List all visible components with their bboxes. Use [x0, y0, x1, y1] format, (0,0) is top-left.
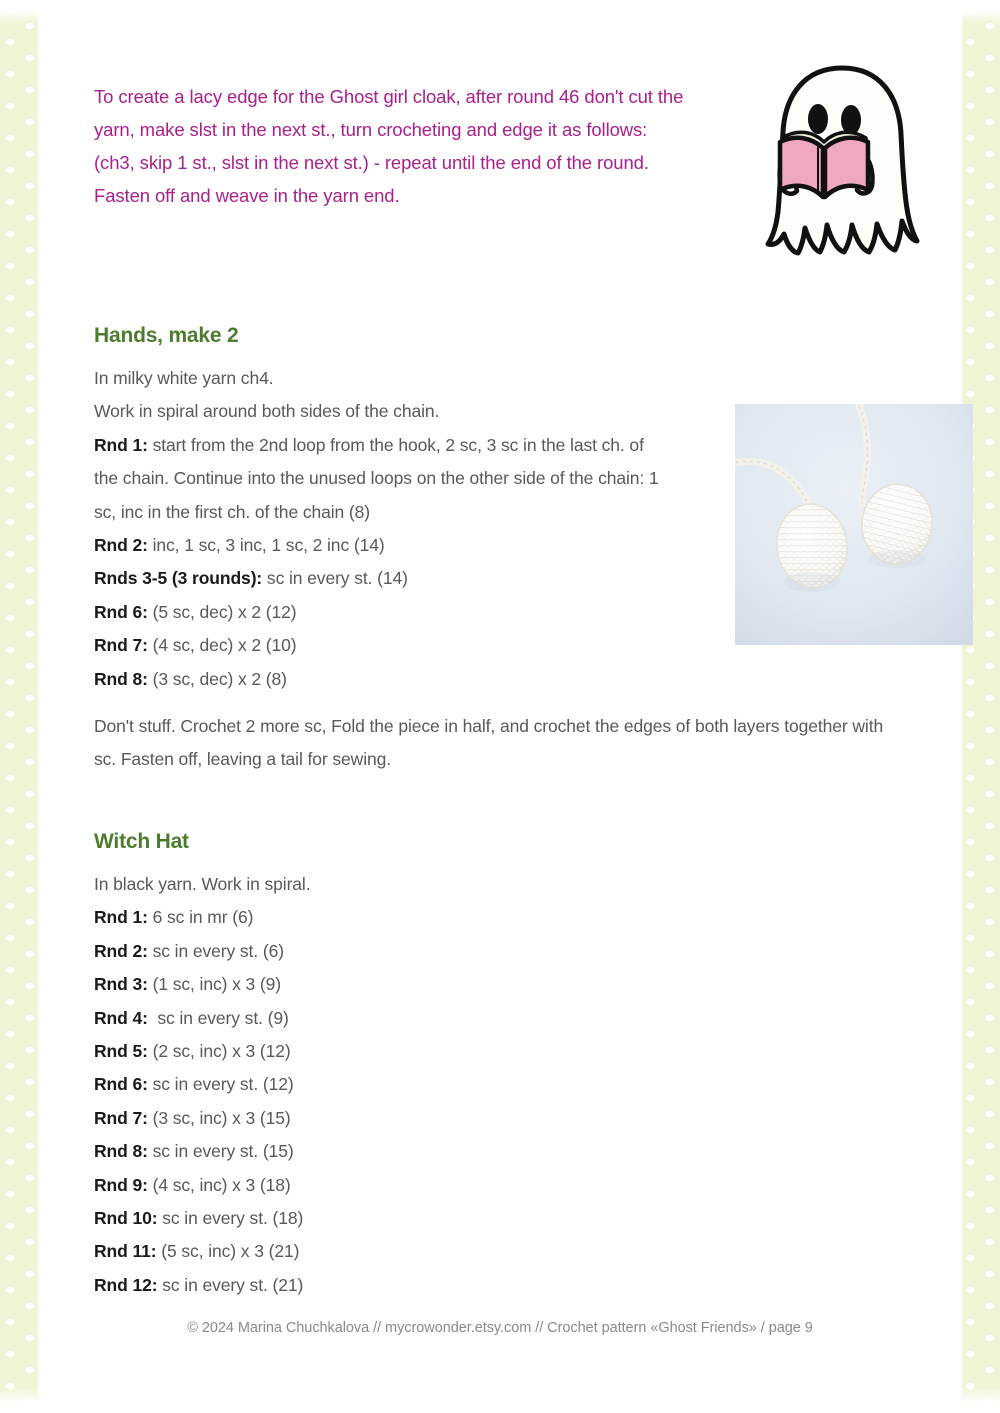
round-text: Work in spiral around both sides of the chain. [94, 401, 440, 422]
list-item [94, 1235, 669, 1268]
page-border-right [960, 0, 1000, 1413]
round-label: Rnd 12: [94, 1274, 158, 1295]
round-label: Rnd 1: [94, 434, 148, 455]
page-border-left [0, 0, 40, 1413]
list-item [94, 968, 669, 1001]
round-text: sc in every st. (18) [157, 1207, 304, 1228]
round-label: Rnd 2: [94, 940, 148, 961]
list-item [94, 362, 669, 395]
round-label: Rnd 1: [94, 907, 148, 928]
round-label: Rnd 7: [94, 635, 148, 656]
list-item [94, 1068, 669, 1101]
round-text: sc in every st. (6) [147, 940, 284, 961]
round-text: inc, 1 sc, 3 inc, 1 sc, 2 inc (14) [147, 535, 385, 556]
list-item [94, 901, 669, 934]
round-text: sc in every st. (9) [147, 1007, 289, 1028]
page-footer: © 2024 Marina Chuchkalova // mycrowonder.etsy.com // Crochet pattern «Ghost Friends» / page 9 [187, 1320, 813, 1336]
ghost-reading-book-icon [752, 62, 932, 277]
round-label: Rnd 10: [94, 1207, 158, 1228]
round-text: (4 sc, dec) x 2 (10) [147, 635, 297, 656]
round-text: In black yarn. Work in spiral. [94, 873, 311, 894]
witch-hat-instructions [94, 868, 669, 1302]
round-text: start from the 2nd loop from the hook, 2 sc, 3 sc in the last ch. of the chain. Continue into the unused loops on the other side of the chain: 1 sc, inc in the first ch. of the chain (8) [94, 434, 664, 522]
hands-instructions [94, 362, 669, 696]
list-item [94, 562, 669, 595]
list-item [94, 1102, 669, 1135]
round-label: Rnd 11: [94, 1241, 157, 1262]
round-text: sc in every st. (14) [262, 568, 408, 589]
round-text: 6 sc in mr (6) [147, 907, 254, 928]
list-item [94, 529, 669, 562]
round-text: sc in every st. (12) [147, 1074, 294, 1095]
round-text: (4 sc, inc) x 3 (18) [147, 1174, 291, 1195]
round-text: In milky white yarn ch4. [94, 368, 274, 388]
round-text: (1 sc, inc) x 3 (9) [147, 974, 282, 995]
round-label: Rnd 3: [94, 974, 148, 995]
round-text: sc in every st. (21) [157, 1274, 304, 1295]
hands-closing-note: Don't stuff. Crochet 2 more sc, Fold the piece in half, and crochet the edges of both layers together with sc. Fasten off, leaving a tail for sewing. [94, 716, 884, 770]
page-canvas [40, 0, 960, 1413]
list-item [94, 1035, 669, 1068]
list-item [94, 1002, 669, 1035]
list-item [94, 1135, 669, 1168]
list-item [94, 1202, 669, 1235]
round-label: Rnd 2: [94, 535, 148, 556]
round-label: Rnd 7: [94, 1107, 148, 1128]
list-item [94, 629, 669, 662]
list-item [94, 868, 669, 901]
list-item [94, 663, 669, 696]
round-text: (3 sc, inc) x 3 (15) [147, 1107, 291, 1128]
round-text: sc in every st. (15) [147, 1141, 294, 1162]
round-label: Rnd 9: [94, 1174, 148, 1195]
round-label: Rnd 8: [94, 1141, 148, 1162]
round-label: Rnd 6: [94, 1074, 148, 1095]
round-label: Rnd 6: [94, 601, 148, 622]
round-text: (3 sc, dec) x 2 (8) [147, 668, 287, 689]
round-text: (2 sc, inc) x 3 (12) [147, 1040, 291, 1061]
hands-photo [735, 404, 973, 645]
list-item [94, 935, 669, 968]
list-item [94, 429, 669, 529]
list-item [94, 1269, 669, 1302]
section-heading-witch-hat: Witch Hat [94, 829, 189, 853]
list-item [94, 395, 669, 428]
list-item [94, 1169, 669, 1202]
section-heading-hands: Hands, make 2 [94, 324, 239, 347]
round-label: Rnd 5: [94, 1040, 148, 1061]
list-item [94, 596, 669, 629]
lacy-edge-note: To create a lacy edge for the Ghost girl cloak, after round 46 don't cut the yarn, make slst in the next st., turn crocheting and edge it as follows: (ch3, skip 1 st., slst in the next st.) - repeat until the end of the round. Fasten off and weave in the yarn end. [94, 86, 684, 206]
round-label: Rnd 8: [94, 668, 148, 689]
round-label: Rnds 3-5 (3 rounds): [94, 568, 263, 589]
round-text: (5 sc, dec) x 2 (12) [147, 601, 297, 622]
round-text: (5 sc, inc) x 3 (21) [156, 1241, 300, 1262]
round-label: Rnd 4: [94, 1007, 148, 1028]
